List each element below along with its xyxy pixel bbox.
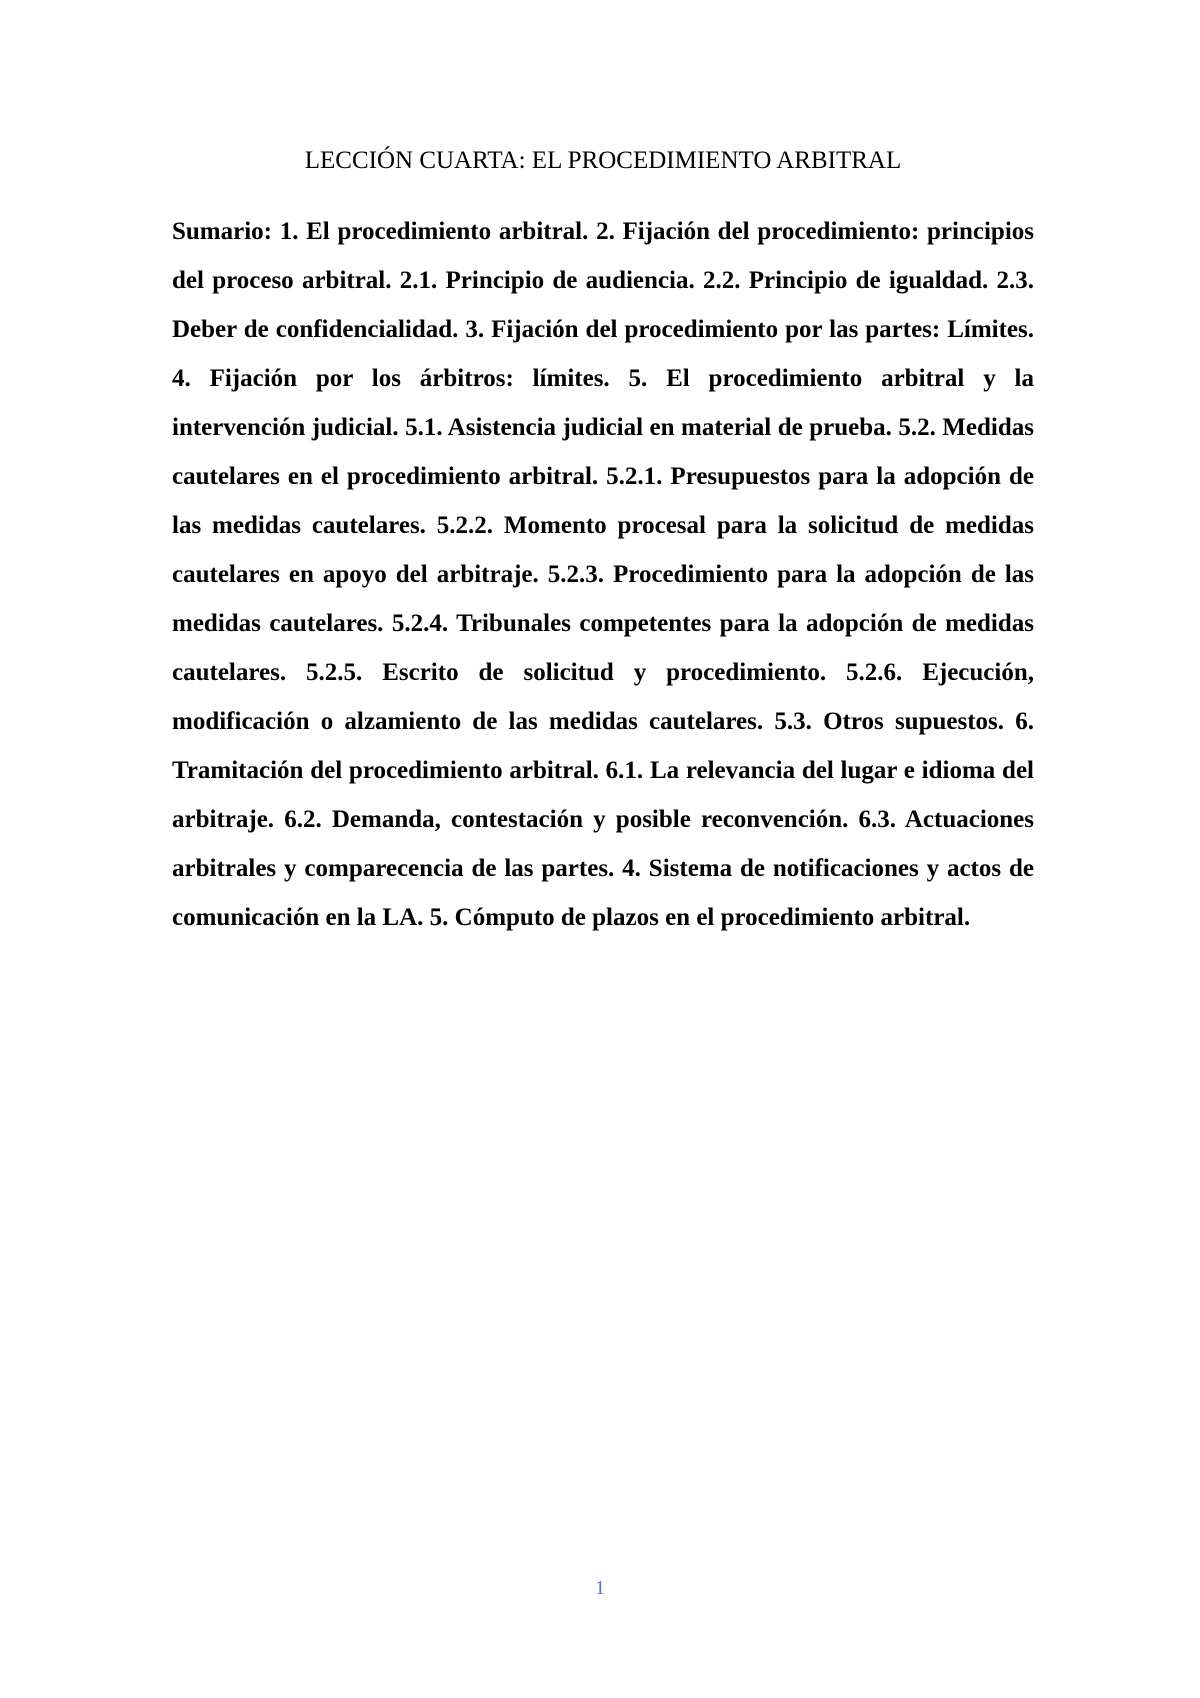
summary-paragraph: Sumario: 1. El procedimiento arbitral. 2. Fijación del procedimiento: principios del proceso arbitral. 2.1. Principio de audiencia. 2.2. Principio de igualdad. 2.3. Deber de confidencialidad. 3. Fijación del procedimiento por las partes: Límites. 4. Fijación por los árbitros: límites. 5. El procedimiento arbitral y la intervención judicial. 5.1. Asistencia judicial en material de prueba. 5.2. Medidas cautelares en el procedimiento arbitral. 5.2.1. Presupuestos para la adopción de las medidas cautelares. 5.2.2. Momento procesal para la solicitud de medidas cautelares en apoyo del arbitraje. 5.2.3. Procedimiento para la adopción de las medidas cautelares. 5.2.4. Tribunales competentes para la adopción de medidas cautelares. 5.2.5. Escrito de solicitud y procedimiento. 5.2.6. Ejecución, modificación o alzamiento de las medidas cautelares. 5.3. Otros supuestos. 6. Tramitación del procedimiento arbitral. 6.1. La relevancia del lugar e idioma del arbitraje. 6.2. Demanda, contestación y posible reconvención. 6.3. Actuaciones arbitrales y comparecencia de las partes. 4. Sistema de notificaciones y actos de comunicación en la LA. 5. Cómputo de plazos en el procedimiento arbitral. — [172, 218, 1034, 931]
page-title: LECCIÓN CUARTA: EL PROCEDIMIENTO ARBITRAL — [304, 147, 902, 174]
page-number: 1 — [595, 1577, 605, 1599]
